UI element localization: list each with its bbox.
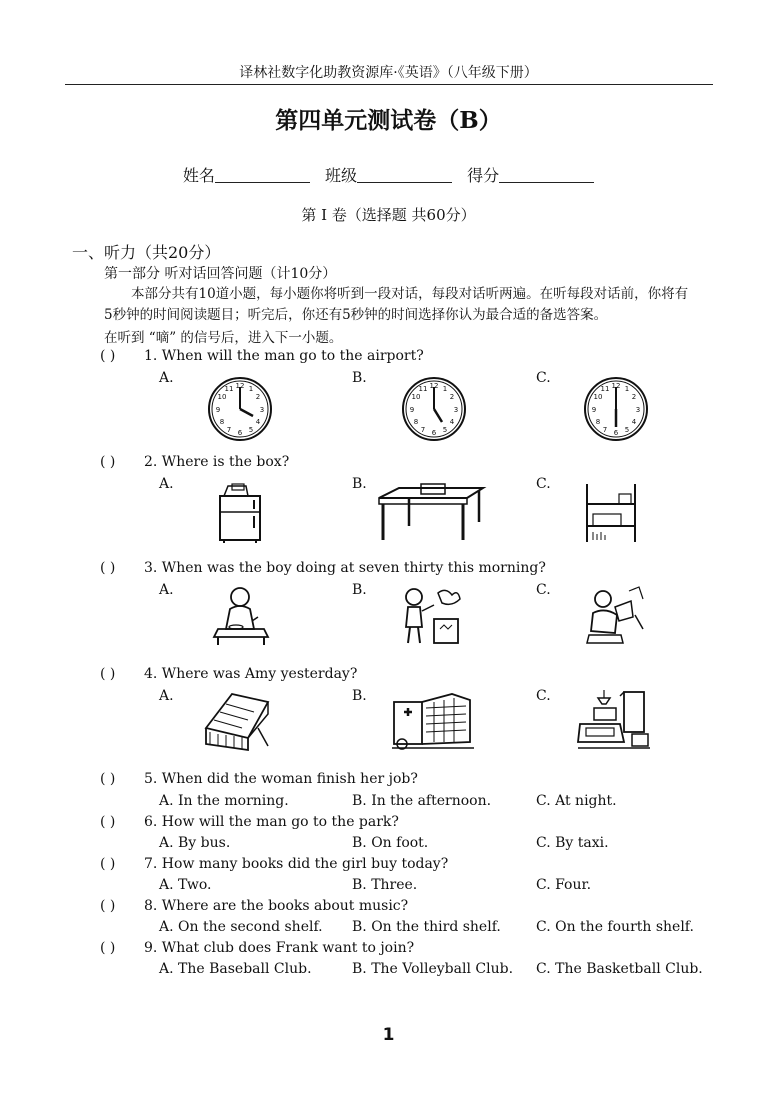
svg-text:5: 5 bbox=[442, 426, 448, 434]
svg-text:1: 1 bbox=[248, 385, 254, 393]
fridge-with-box-icon bbox=[210, 482, 268, 544]
answer-blank-8[interactable]: ( ) bbox=[100, 898, 116, 914]
name-label: 姓名 bbox=[182, 166, 215, 185]
question-6: 6. How will the man go to the park? bbox=[144, 814, 399, 830]
svg-text:11: 11 bbox=[600, 385, 610, 393]
question-4: 4. Where was Amy yesterday? bbox=[144, 666, 358, 682]
page-number: 1 bbox=[382, 1025, 395, 1045]
class-field[interactable] bbox=[357, 166, 452, 183]
question-2: 2. Where is the box? bbox=[144, 454, 290, 470]
answer-blank-2[interactable]: ( ) bbox=[100, 454, 116, 470]
q5-option-a: A. In the morning. bbox=[159, 793, 289, 809]
q4-option-a: A. bbox=[159, 688, 174, 704]
answer-blank-9[interactable]: ( ) bbox=[100, 940, 116, 956]
test-title: 第四单元测试卷（B） bbox=[275, 107, 502, 134]
class-label: 班级 bbox=[324, 166, 357, 185]
volume-heading: 第 I 卷（选择题 共60分） bbox=[301, 206, 476, 224]
svg-text:12: 12 bbox=[611, 382, 621, 390]
library-building-icon bbox=[202, 688, 274, 752]
answer-blank-4[interactable]: ( ) bbox=[100, 666, 116, 682]
q6-option-b: B. On foot. bbox=[352, 835, 429, 851]
answer-blank-1[interactable]: ( ) bbox=[100, 348, 116, 364]
q2-option-c: C. bbox=[536, 476, 551, 492]
question-7: 7. How many books did the girl buy today? bbox=[144, 856, 449, 872]
answer-blank-3[interactable]: ( ) bbox=[100, 560, 116, 576]
svg-text:11: 11 bbox=[224, 385, 234, 393]
answer-blank-5[interactable]: ( ) bbox=[100, 771, 116, 787]
q1-option-a: A. bbox=[159, 370, 174, 386]
svg-text:8: 8 bbox=[219, 418, 225, 426]
q2-option-a: A. bbox=[159, 476, 174, 492]
section-heading: 一、听力（共20分） bbox=[72, 243, 221, 262]
svg-text:9: 9 bbox=[215, 406, 221, 414]
q8-option-a: A. On the second shelf. bbox=[159, 919, 323, 935]
svg-text:7: 7 bbox=[226, 426, 232, 434]
q1-option-c: C. bbox=[536, 370, 551, 386]
answer-blank-6[interactable]: ( ) bbox=[100, 814, 116, 830]
svg-text:7: 7 bbox=[420, 426, 426, 434]
svg-text:2: 2 bbox=[631, 393, 637, 401]
svg-text:9: 9 bbox=[591, 406, 597, 414]
question-9: 9. What club does Frank want to join? bbox=[144, 940, 415, 956]
q5-option-c: C. At night. bbox=[536, 793, 617, 809]
svg-text:6: 6 bbox=[237, 429, 243, 437]
header-rule bbox=[65, 84, 713, 85]
shelf-with-box-icon bbox=[583, 482, 639, 544]
instructions: 本部分共有10道小题，每小题你将听到一段对话，每段对话听两遍。在听每段对话前，你将有5秒钟的时间阅读题目；听完后，你还有5秒钟的时间选择你认为最合适的备选答案。 bbox=[104, 286, 689, 323]
svg-text:10: 10 bbox=[593, 393, 603, 401]
name-field[interactable] bbox=[215, 166, 310, 183]
q6-option-c: C. By taxi. bbox=[536, 835, 609, 851]
clock-four-icon bbox=[206, 375, 274, 443]
boy-watering-plants-icon bbox=[398, 585, 464, 647]
svg-text:3: 3 bbox=[259, 406, 265, 414]
boy-reading-icon bbox=[585, 585, 647, 647]
q5-option-b: B. In the afternoon. bbox=[352, 793, 492, 809]
svg-text:9: 9 bbox=[409, 406, 415, 414]
svg-text:3: 3 bbox=[635, 406, 641, 414]
q7-option-a: A. Two. bbox=[159, 877, 212, 893]
instructions-2: 在听到 “嘀” 的信号后，进入下一小题。 bbox=[104, 330, 343, 346]
clock-six-icon bbox=[582, 375, 650, 443]
student-info bbox=[0, 163, 777, 186]
question-8: 8. Where are the books about music? bbox=[144, 898, 409, 914]
boy-eating-breakfast-icon bbox=[208, 585, 274, 647]
score-label: 得分 bbox=[467, 166, 500, 185]
question-5: 5. When did the woman finish her job? bbox=[144, 771, 418, 787]
page-header: 译林社数字化助教资源库·《英语》（八年级下册） bbox=[239, 65, 538, 81]
svg-text:12: 12 bbox=[429, 382, 439, 390]
svg-text:1: 1 bbox=[624, 385, 630, 393]
table-with-box-icon bbox=[375, 482, 487, 544]
svg-text:4: 4 bbox=[255, 418, 261, 426]
score-field[interactable] bbox=[499, 166, 594, 183]
q7-option-b: B. Three. bbox=[352, 877, 418, 893]
svg-text:1: 1 bbox=[442, 385, 448, 393]
svg-text:4: 4 bbox=[631, 418, 637, 426]
svg-text:8: 8 bbox=[413, 418, 419, 426]
q8-option-c: C. On the fourth shelf. bbox=[536, 919, 694, 935]
q9-option-b: B. The Volleyball Club. bbox=[352, 961, 514, 977]
q1-option-b: B. bbox=[352, 370, 367, 386]
q9-option-c: C. The Basketball Club. bbox=[536, 961, 703, 977]
svg-text:11: 11 bbox=[418, 385, 428, 393]
svg-text:5: 5 bbox=[248, 426, 254, 434]
answer-blank-7[interactable]: ( ) bbox=[100, 856, 116, 872]
svg-text:8: 8 bbox=[595, 418, 601, 426]
svg-text:4: 4 bbox=[449, 418, 455, 426]
q7-option-c: C. Four. bbox=[536, 877, 592, 893]
question-1: 1. When will the man go to the airport? bbox=[144, 348, 424, 364]
hospital-building-icon bbox=[390, 688, 476, 752]
q3-option-c: C. bbox=[536, 582, 551, 598]
svg-text:10: 10 bbox=[217, 393, 227, 401]
svg-text:6: 6 bbox=[431, 429, 437, 437]
home-living-room-icon bbox=[576, 688, 652, 752]
q3-option-a: A. bbox=[159, 582, 174, 598]
svg-text:2: 2 bbox=[255, 393, 261, 401]
q3-option-b: B. bbox=[352, 582, 367, 598]
q9-option-a: A. The Baseball Club. bbox=[159, 961, 312, 977]
svg-text:7: 7 bbox=[602, 426, 608, 434]
q6-option-a: A. By bus. bbox=[159, 835, 231, 851]
question-3: 3. When was the boy doing at seven thirty this morning? bbox=[144, 560, 546, 576]
svg-text:12: 12 bbox=[235, 382, 245, 390]
svg-text:6: 6 bbox=[613, 429, 619, 437]
part-heading: 第一部分 听对话回答问题（计10分） bbox=[104, 266, 337, 282]
svg-text:2: 2 bbox=[449, 393, 455, 401]
q8-option-b: B. On the third shelf. bbox=[352, 919, 501, 935]
svg-text:10: 10 bbox=[411, 393, 421, 401]
clock-five-icon bbox=[400, 375, 468, 443]
svg-text:3: 3 bbox=[453, 406, 459, 414]
q2-option-b: B. bbox=[352, 476, 367, 492]
q4-option-b: B. bbox=[352, 688, 367, 704]
q4-option-c: C. bbox=[536, 688, 551, 704]
svg-text:5: 5 bbox=[624, 426, 630, 434]
